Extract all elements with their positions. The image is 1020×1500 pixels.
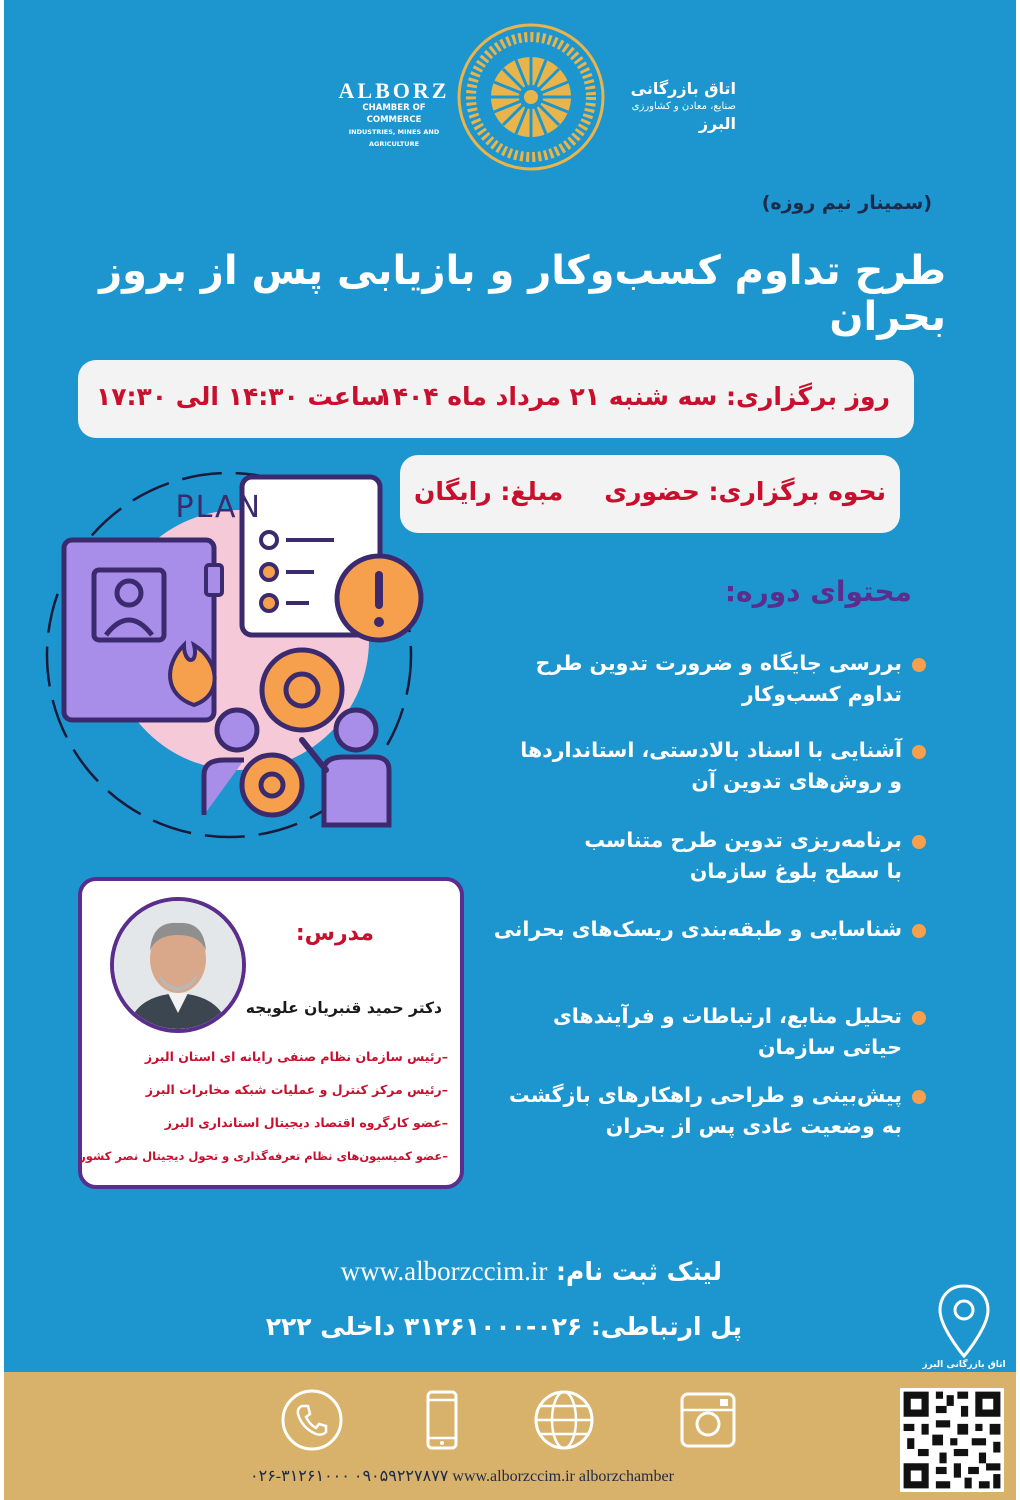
topic-line: تحلیل منابع، ارتباطات و فرآیندهای bbox=[552, 1004, 902, 1028]
business-plan-illustration bbox=[44, 465, 444, 865]
topic-item bbox=[509, 1080, 902, 1142]
event-date: روز برگزاری: سه شنبه ۲۱ مرداد ماه ۱۴۰۴ bbox=[377, 382, 890, 411]
bullet-icon bbox=[912, 924, 926, 938]
registration-line bbox=[341, 1256, 722, 1287]
teacher-role: –عضو کمیسیون‌های نظام تعرفه‌گذاری و تحول دیجیتال نصر کشور bbox=[79, 1149, 448, 1163]
mode-price-pill bbox=[400, 455, 900, 533]
qr-code-icon[interactable] bbox=[900, 1388, 1004, 1492]
location-block[interactable] bbox=[904, 1282, 1016, 1372]
logo-en-line2: INDUSTRIES, MINES AND AGRICULTURE bbox=[348, 128, 440, 148]
date-time-pill bbox=[78, 360, 914, 438]
topic-line: تداوم کسب‌وکار bbox=[741, 682, 902, 706]
avatar bbox=[110, 897, 246, 1033]
logo-en-line1: CHAMBER OF COMMERCE bbox=[362, 103, 426, 125]
event-price: مبلغ: رایگان bbox=[414, 477, 564, 506]
teacher-name: دکتر حمید قنبریان علویجه bbox=[245, 999, 442, 1017]
teacher-role: –رئیس مرکز کنترل و عملیات شبکه مخابرات البرز bbox=[145, 1082, 448, 1097]
mobile-icon[interactable] bbox=[410, 1388, 474, 1452]
topic-line: با سطح بلوغ سازمان bbox=[689, 859, 902, 883]
topic-item bbox=[553, 1001, 902, 1063]
location-label: اتاق بازرگانی البرز bbox=[922, 1360, 1006, 1370]
topic-line: آشنایی با اسناد بالادستی، استانداردها bbox=[520, 738, 902, 762]
globe-icon[interactable] bbox=[532, 1388, 596, 1452]
teacher-label: مدرس: bbox=[295, 921, 374, 946]
logo-fa-line1: اتاق بازرگانی bbox=[630, 79, 736, 98]
topic-item bbox=[520, 735, 902, 797]
contact-line: پل ارتباطی: ۰۲۶-۳۱۲۶۱۰۰۰ داخلی ۲۲۲ bbox=[265, 1312, 742, 1341]
topic-item bbox=[494, 914, 902, 945]
event-mode: نحوه برگزاری: حضوری bbox=[604, 477, 886, 506]
topic-line: پیش‌بینی و طراحی راهکارهای بازگشت bbox=[509, 1083, 902, 1107]
logo-fa-line3: البرز bbox=[698, 114, 736, 133]
instagram-icon[interactable] bbox=[676, 1388, 740, 1452]
content-heading: محتوای دوره: bbox=[724, 575, 912, 608]
topic-item bbox=[536, 648, 902, 710]
registration-label: لینک ثبت نام: bbox=[556, 1257, 722, 1286]
bullet-icon bbox=[912, 835, 926, 849]
logo-emblem-icon bbox=[456, 22, 606, 172]
location-pin-icon bbox=[934, 1282, 994, 1362]
poster bbox=[4, 0, 1016, 1372]
logo-persian bbox=[606, 78, 736, 134]
seminar-type: (سمینار نیم روزه) bbox=[761, 192, 932, 214]
logo-en-big: ALBORZ bbox=[338, 78, 450, 103]
footer-contact-text: ۰۲۶-۳۱۲۶۱۰۰۰ ۰۹۰۵۹۲۲۷۸۷۷ www.alborzccim.ir alborzchamber bbox=[250, 1468, 674, 1485]
topic-line: حیاتی سازمان bbox=[758, 1035, 902, 1059]
logo-fa-line2: صنایع، معادن و کشاورزی bbox=[631, 101, 736, 112]
bullet-icon bbox=[912, 1011, 926, 1025]
teacher-role: –رئیس سازمان نظام صنفی رایانه ای استان البرز bbox=[144, 1049, 448, 1064]
person-photo-icon bbox=[114, 901, 242, 1029]
registration-link[interactable]: www.alborzccim.ir bbox=[340, 1256, 548, 1286]
bullet-icon bbox=[912, 658, 926, 672]
phone-icon[interactable] bbox=[280, 1388, 344, 1452]
bullet-icon bbox=[912, 745, 926, 759]
bullet-icon bbox=[912, 1090, 926, 1104]
logo-english bbox=[334, 80, 454, 150]
topic-line: و روش‌های تدوین آن bbox=[691, 769, 902, 793]
chamber-logo bbox=[334, 22, 754, 192]
plan-label: PLAN bbox=[175, 490, 262, 525]
page-title: طرح تداوم کسب‌وکار و بازیابی پس از بروز بحران bbox=[99, 248, 946, 340]
topic-item bbox=[584, 825, 902, 887]
teacher-card bbox=[78, 877, 464, 1189]
topic-line: بررسی جایگاه و ضرورت تدوین طرح bbox=[535, 651, 902, 675]
topic-line: برنامه‌ریزی تدوین طرح متناسب bbox=[584, 828, 902, 852]
teacher-role: –عضو کارگروه اقتصاد دیجیتال استانداری البرز bbox=[164, 1115, 448, 1130]
event-time: ساعت ۱۴:۳۰ الی ۱۷:۳۰ bbox=[96, 382, 385, 411]
topic-line: به وضعیت عادی پس از بحران bbox=[605, 1114, 902, 1138]
topic-line: شناسایی و طبقه‌بندی ریسک‌های بحرانی bbox=[493, 917, 902, 941]
